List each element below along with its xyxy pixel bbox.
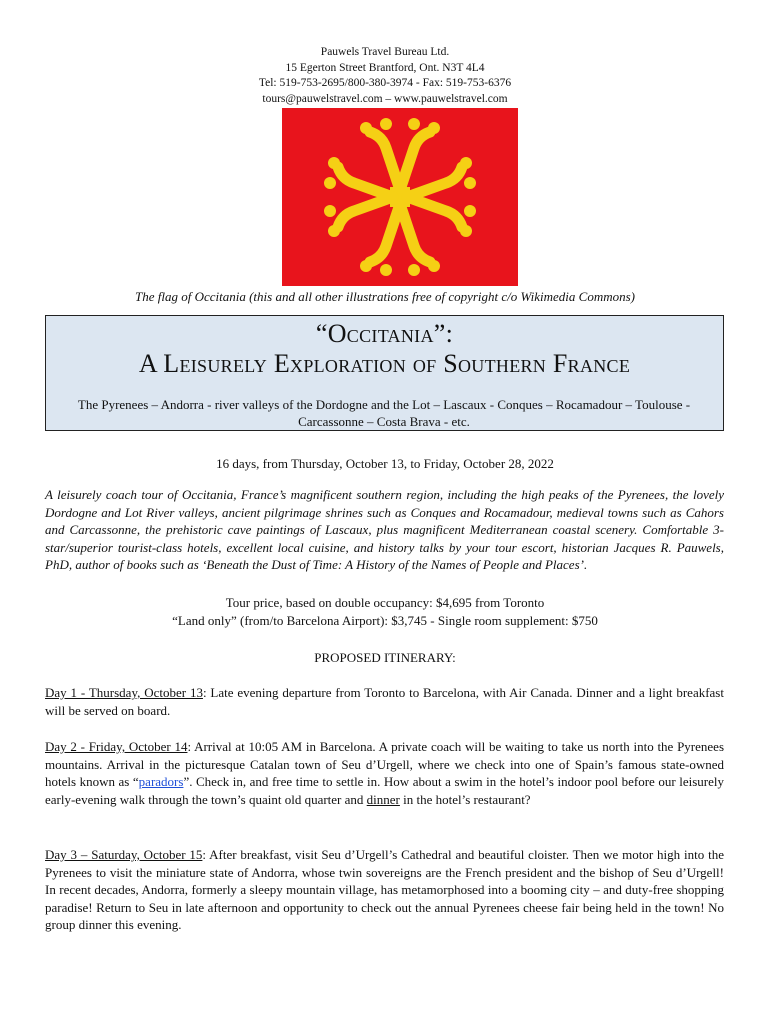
price-land-only: “Land only” (from/to Barcelona Airport): $3,745 - Single room supplement: $750 bbox=[172, 613, 598, 628]
tour-title-box bbox=[45, 315, 724, 431]
day-3-label: Day 3 – Saturday, October 15 bbox=[45, 847, 203, 862]
tour-title-line2: A Leisurely Exploration of Southern France bbox=[138, 349, 631, 378]
agency-header bbox=[0, 45, 770, 107]
day-2-text-c: in the hotel’s restaurant? bbox=[399, 791, 531, 807]
occitania-flag bbox=[282, 108, 518, 286]
price-double: Tour price, based on double occupancy: $4,695 from Toronto bbox=[225, 595, 545, 610]
tour-title-line1: “Occitania”: bbox=[315, 319, 454, 348]
tour-intro: A leisurely coach tour of Occitania, France’s magnificent southern region, including the high peaks of the Pyrenees, the lovely Dordogne and Lot River valleys, ancient pilgrimage shrines such as Conques and Rocamadour, medieval towns such as Cahors and Carcassonne, the prehistoric cave paintings of Lascaux, plus magnificent Mediterranean coastal scenery. Comfortable 3-star/superior tourist-class hotels, excellent local cuisine, and history talks by your tour escort, historian Jacques R. Pauwels, PhD, author of books such as ‘Beneath the Dust of Time: A History of the Names of People and Places’. bbox=[45, 487, 724, 573]
tour-dates: 16 days, from Thursday, October 13, to Friday, October 28, 2022 bbox=[216, 456, 554, 471]
agency-name: Pauwels Travel Bureau Ltd. bbox=[320, 46, 450, 58]
dinner-underlined: dinner bbox=[366, 791, 400, 807]
flag-caption: The flag of Occitania (this and all other illustrations free of copyright c/o Wikimedia Commons) bbox=[135, 289, 635, 304]
day-1-label: Day 1 - Thursday, October 13 bbox=[45, 685, 203, 700]
day-2-label: Day 2 - Friday, October 14 bbox=[45, 739, 188, 754]
day-3-paragraph bbox=[45, 846, 724, 934]
day-2-text-a: : Arrival at 10:05 AM in Barcelona. A private coach will be waiting to take us north into the Pyrenees mountains. Arrival in the picturesque Catalan town of Seu d’Urgell, where we check into one of Spain’s famous state-owned hotels known as “ bbox=[45, 739, 725, 790]
day-1-text: : Late evening departure from Toronto to Barcelona, with Air Canada. Dinner and a light breakfast will be served on board. bbox=[45, 685, 724, 718]
agency-contact[interactable]: tours@pauwelstravel.com – www.pauwelstravel.com bbox=[262, 92, 508, 105]
day-2-text-b: ”. Check in, and free time to settle in. How about a swim in the hotel’s indoor pool before our leisurely early-evening walk through the town’s quaint old quarter and bbox=[45, 774, 724, 807]
day-3-text: : After breakfast, visit Seu d’Urgell’s Cathedral and beautiful cloister. Then we motor high into the Pyrenees to visit the miniature state of Andorra, whose twin sovereigns are the French president and the bishop of Seu d’Urgell! In recent decades, Andorra, formerly a sleepy mountain village, has metamorphosed into a booming city – and duty-free shopping paradise! Return to Seu in late afternoon and opportunity to check out the annual Pyrenees cheese fair being held in the town! No group dinner this evening. bbox=[45, 847, 724, 933]
day-2-paragraph bbox=[45, 738, 724, 808]
agency-phone: Tel: 519-753-2695/800-380-3974 - Fax: 519-753-6376 bbox=[258, 77, 512, 89]
paradors-link[interactable]: paradors bbox=[138, 774, 184, 790]
itinerary-heading: PROPOSED ITINERARY: bbox=[314, 650, 456, 665]
agency-address: 15 Egerton Street Brantford, Ont. N3T 4L4 bbox=[285, 61, 485, 74]
day-1-paragraph bbox=[45, 684, 724, 719]
tour-subtitle: The Pyrenees – Andorra - river valleys of the Dordogne and the Lot – Lascaux - Conques – Rocamadour – Toulouse - Carcassonne – Costa Brava - etc. bbox=[77, 397, 691, 429]
